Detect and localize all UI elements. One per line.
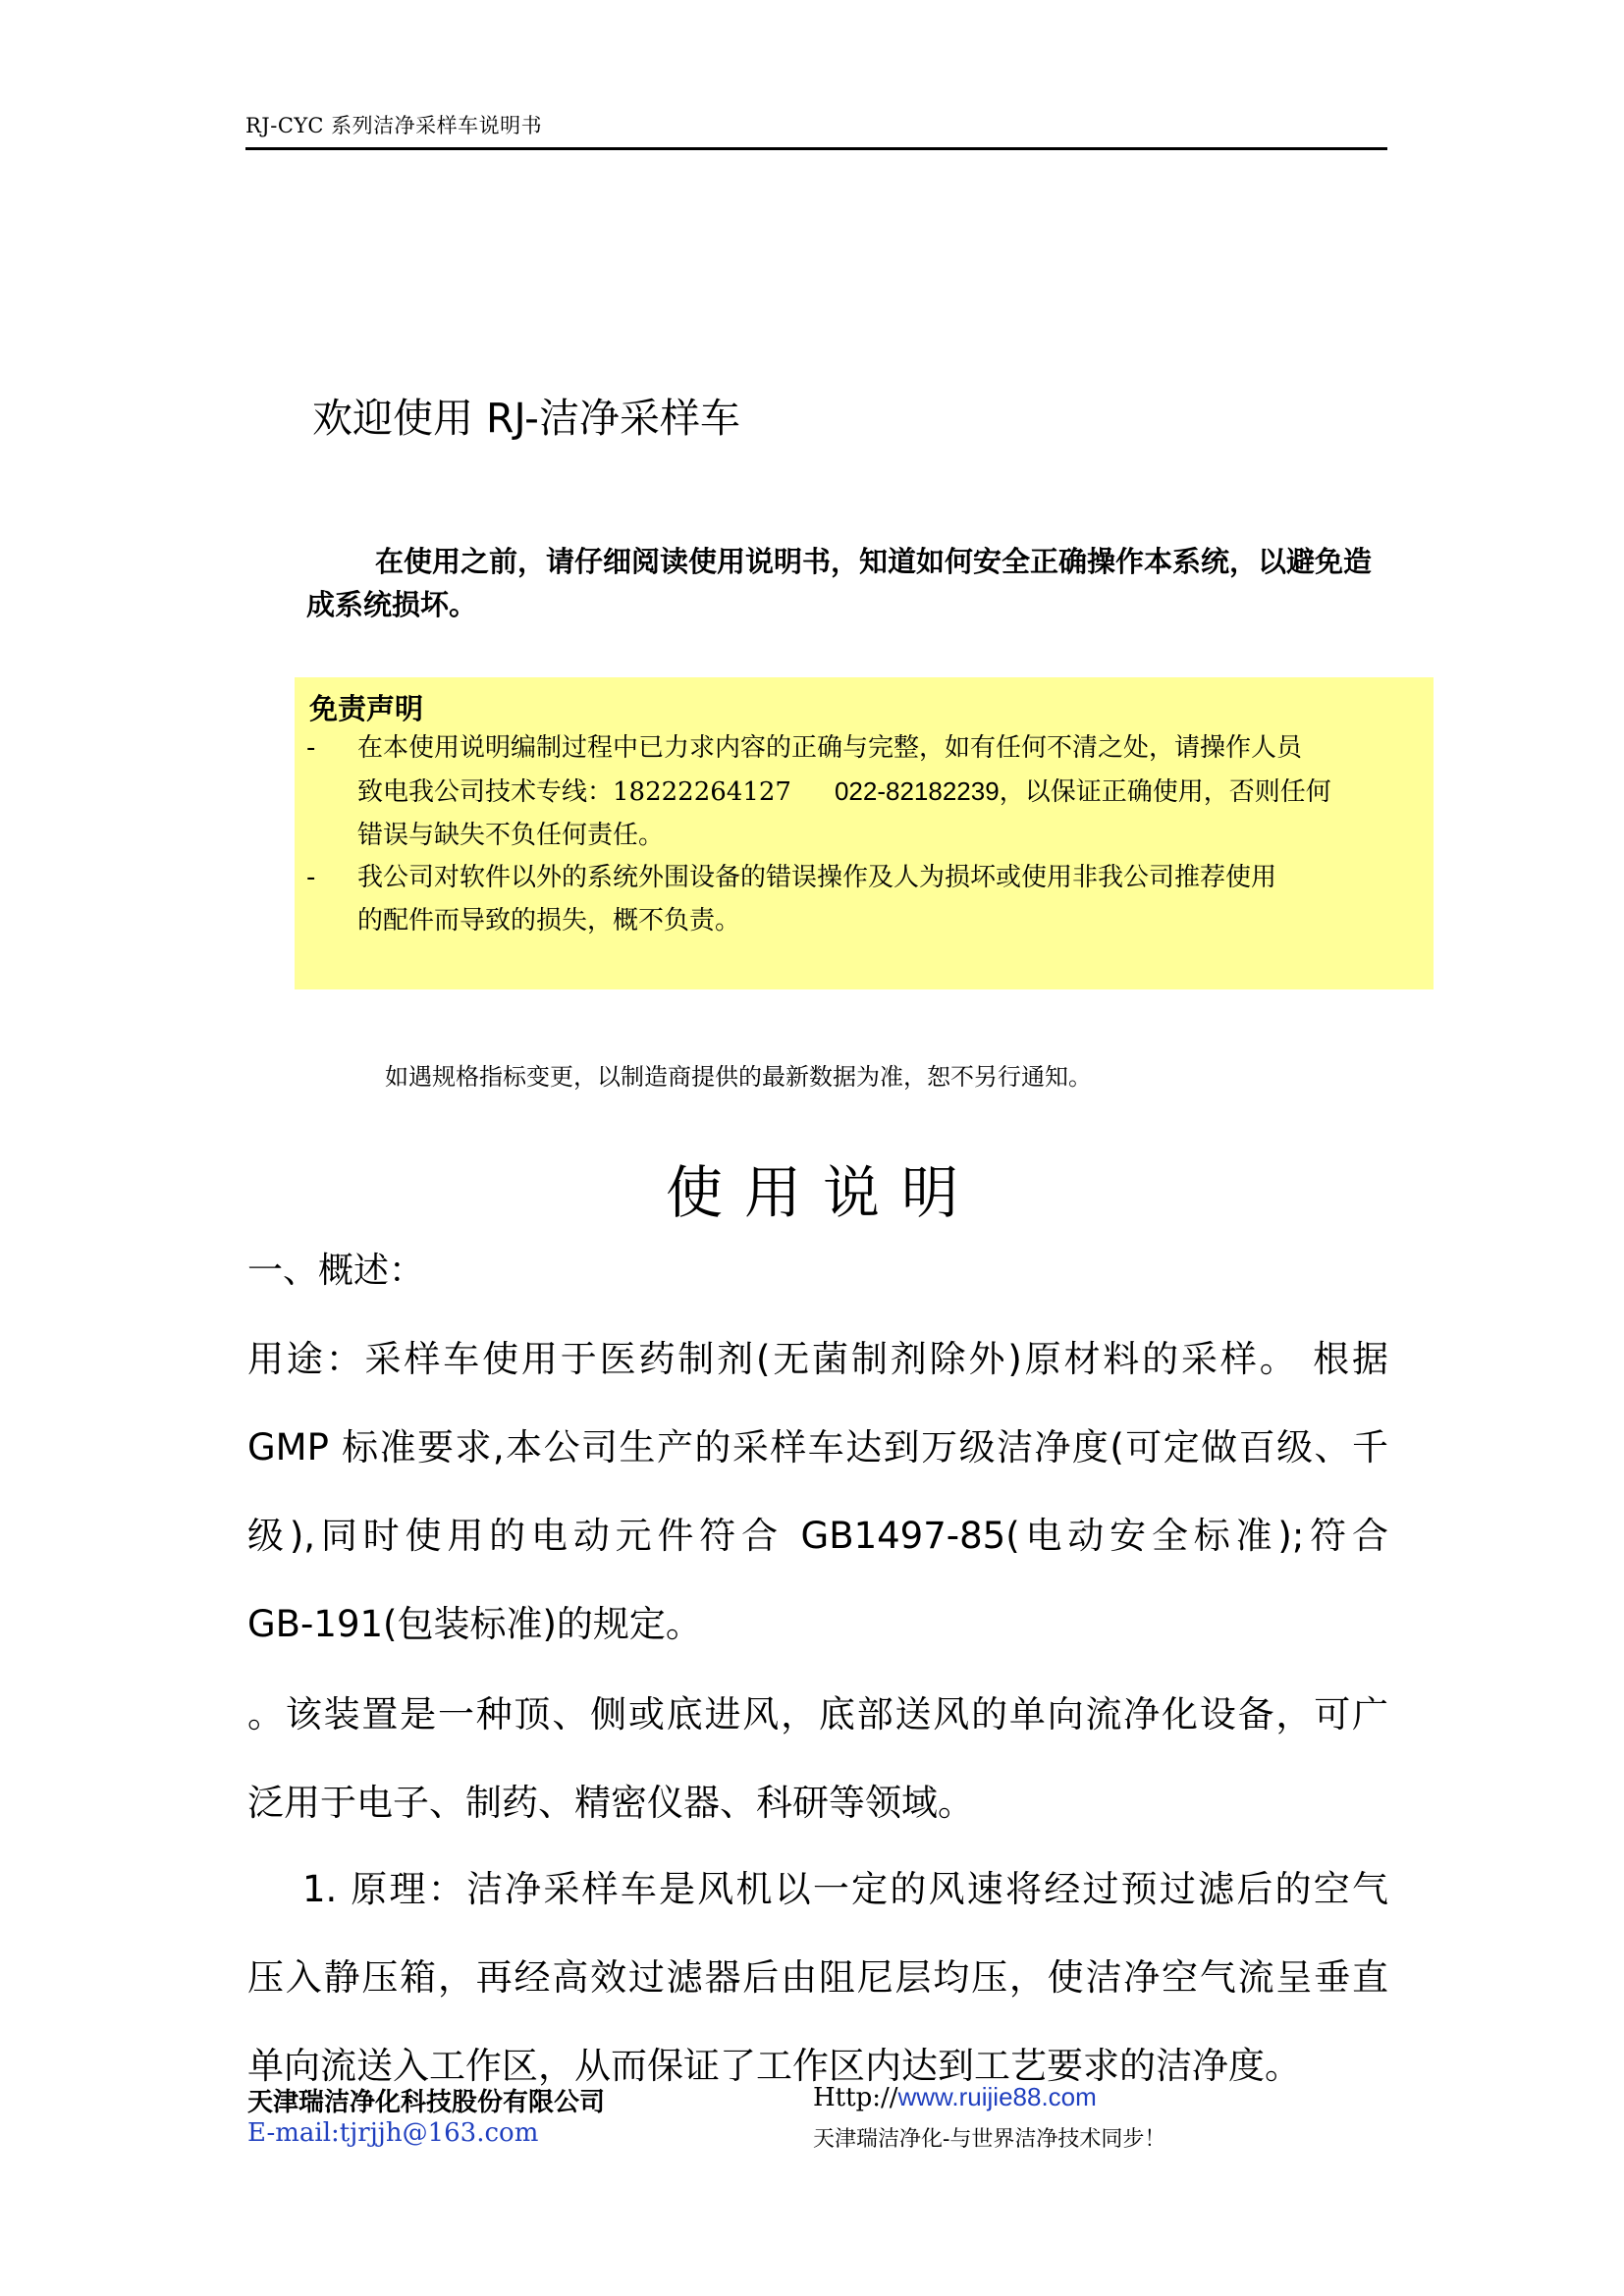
principle-line-3: 单向流送入工作区，从而保证了工作区内达到工艺要求的洁净度。 (247, 2045, 1301, 2087)
usage-line-1: 用途：采样车使用于医药制剂(无菌制剂除外)原材料的采样。 根据 (247, 1338, 1388, 1380)
usage-line-3: 级),同时使用的电动元件符合 GB1497-85(电动安全标准);符合 (247, 1515, 1388, 1557)
disclaimer-item-1-line-2 (357, 770, 1428, 814)
overview-paragraph-principle (247, 1845, 1388, 2110)
disclaimer-item-1-line-1: 在本使用说明编制过程中已力求内容的正确与完整，如有任何不清之处，请操作人员 (357, 733, 1303, 763)
disclaimer-bullet-1: - (306, 733, 316, 763)
device-line-1: 。该装置是一种顶、侧或底进风，底部送风的单向流净化设备，可广 (247, 1693, 1388, 1735)
usage-line-4: GB-191(包装标准)的规定。 (247, 1603, 702, 1645)
disclaimer-item-1-line-3: 错误与缺失不负任何责任。 (357, 821, 665, 850)
disclaimer-item-1 (357, 726, 1428, 857)
disclaimer-item-2-line-2: 的配件而导致的损失，概不负责。 (357, 906, 741, 935)
footer-website-link[interactable]: www.ruijie88.com (897, 2082, 1097, 2111)
footer-company-name: 天津瑞洁净化科技股份有限公司 (247, 2088, 606, 2117)
main-title: 使用说明 (665, 1159, 980, 1226)
footer-website[interactable] (813, 2082, 1097, 2112)
document-header-title: RJ-CYC 系列洁净采样车说明书 (245, 114, 543, 137)
principle-line-1: 1. 原理：洁净采样车是风机以一定的风速将经过预过滤后的空气 (302, 1868, 1388, 1910)
welcome-heading: 欢迎使用 RJ-洁净采样车 (312, 395, 740, 442)
safety-notice: 在使用之前，请仔细阅读使用说明书，知道如何安全正确操作本系统，以避免造成系统损坏。 (306, 545, 1373, 621)
hotline-mobile: 致电我公司技术专线：18222264127 (357, 777, 791, 807)
footer-website-label: Http:// (813, 2083, 898, 2112)
device-line-2: 泛用于电子、制药、精密仪器、科研等领域。 (247, 1782, 974, 1824)
hotline-landline: 022-82182239 (834, 776, 1000, 806)
disclaimer-item-1-line-2-tail: ，以保证正确使用，否则任何 (999, 777, 1331, 807)
disclaimer-item-2 (357, 856, 1428, 942)
overview-paragraph-device (247, 1671, 1388, 1847)
disclaimer-item-2-line-1: 我公司对软件以外的系统外围设备的错误操作及人为损坏或使用非我公司推荐使用 (357, 863, 1277, 892)
spec-change-note: 如遇规格指标变更，以制造商提供的最新数据为准，恕不另行通知。 (385, 1063, 1092, 1091)
usage-line-2: GMP 标准要求,本公司生产的采样车达到万级洁净度(可定做百级、千 (247, 1426, 1388, 1468)
footer-email[interactable]: E-mail:tjrjjh@163.com (247, 2118, 539, 2148)
disclaimer-title: 免责声明 (309, 692, 424, 725)
header-divider (245, 147, 1387, 150)
disclaimer-bullet-2: - (306, 863, 316, 892)
overview-paragraph-usage (247, 1315, 1388, 1669)
principle-line-2: 压入静压箱，再经高效过滤器后由阻尼层均压，使洁净空气流呈垂直 (247, 1956, 1388, 1999)
section-heading-overview: 一、概述： (247, 1251, 425, 1291)
footer-slogan: 天津瑞洁净化-与世界洁净技术同步！ (813, 2127, 1166, 2152)
